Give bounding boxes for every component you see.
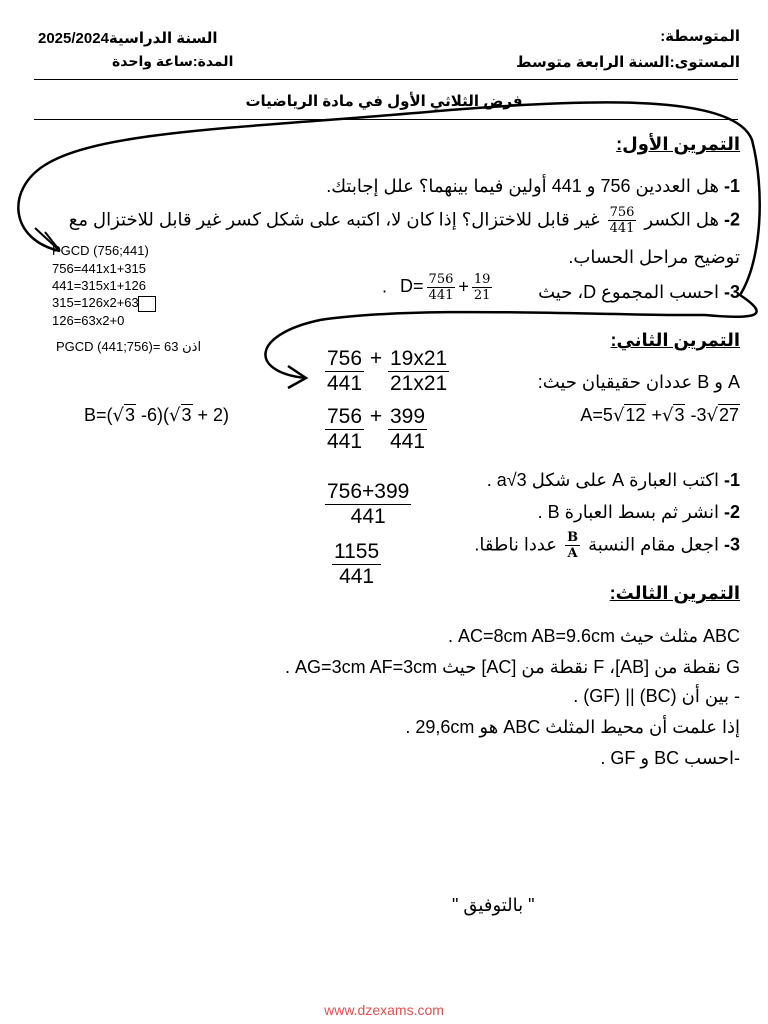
- pgcd-line-4: 315=126x2+63: [52, 295, 139, 310]
- ex3-line-2: G نقطة من [AB]، F نقطة من [AC] حيث AG=3cm AF=3cm .: [285, 657, 740, 677]
- pgcd-line-5: 126=63x2+0: [52, 313, 125, 328]
- calc-step-4: $\frac{1155}{441}$: [334, 540, 380, 588]
- ex2-q1-text: اكتب العبارة A على شكل a√3 .: [486, 470, 719, 490]
- ex3-line-5: -احسب BC و GF .: [600, 748, 740, 768]
- ex2-q3-number: 3-: [723, 534, 740, 555]
- ex1-title: التمرين الأول:: [616, 134, 740, 154]
- exam-title: فرض الثلاثي الأول في مادة الرياضيات: [245, 93, 523, 110]
- ex2-q3-pre: اجعل مقام النسبة: [588, 534, 719, 555]
- pgcd-line-2: 756=441x1+315: [52, 261, 146, 276]
- ex1-q3-plus: +: [458, 276, 469, 297]
- ex2-q1-number: 1-: [723, 470, 740, 490]
- school-label: المتوسطة:: [660, 28, 740, 45]
- ex1-q2-post: غير قابل للاختزال؟ إذا كان لا، اكتبه على شكل كسر غير قابل للاختزال مع: [68, 209, 600, 230]
- ex1-q3-period: .: [382, 276, 388, 297]
- calc-step-2: $\frac{756}{441}$ + $\frac{399}{441}$: [327, 405, 426, 453]
- ex1-q3-d: D=: [400, 276, 424, 297]
- ex1-q2-number: 2-: [723, 209, 740, 230]
- year-label: السنة الدراسية2025/2024: [38, 30, 218, 47]
- ex3-line-3: - بين أن (BC) || (GF) .: [573, 686, 740, 706]
- ex1-q2-fraction: $\frac{756}{441}$: [609, 205, 635, 236]
- ex2-q3: [474, 530, 740, 561]
- closing-text: " بالتوفيق ": [452, 895, 535, 915]
- ex1-q3-frac1: $\frac{756}{441}$: [428, 272, 454, 303]
- ex3-line-4: إذا علمت أن محيط المثلث ABC هو 29,6cm .: [405, 717, 740, 737]
- ex1-q1-number: 1-: [723, 176, 740, 196]
- calc-step-1: $\frac{756}{441}$ + $\frac{19x21}{21x21}$: [327, 347, 448, 395]
- footer-url[interactable]: www.dzexams.com: [324, 1002, 444, 1018]
- pgcd-result: PGCD (441;756)= 63 اذن: [56, 339, 202, 354]
- ex2-q3-fraction: $\frac{B}{A}$: [567, 530, 579, 561]
- ex3-title: التمرين الثالث:: [609, 583, 740, 603]
- pgcd-line-3: 441=315x1+126: [52, 278, 146, 293]
- pgcd-line-1: PGCD (756;441): [52, 243, 149, 258]
- ex1-q3-frac2: $\frac{19}{21}$: [473, 272, 491, 303]
- ex1-q3-number: 3-: [723, 282, 740, 302]
- ex2-b-expression: B=(√3 -6)(√3 + 2): [84, 405, 230, 426]
- ex2-a-expression: A=5√12 +√3 -3√27: [580, 405, 739, 426]
- ex1-q2-line2: توضيح مراحل الحساب.: [568, 247, 740, 267]
- ex2-q2-text: انشر ثم بسط العبارة B .: [537, 502, 719, 522]
- ex2-intro: A و B عددان حقيقيان حيث:: [537, 372, 740, 392]
- ex1-q1-text: هل العددين 756 و 441 أولين فيما بينهما؟ علل إجابتك.: [326, 176, 719, 196]
- ex2-q3-post: عددا ناطقا.: [474, 534, 558, 555]
- ex2-title: التمرين الثاني:: [610, 330, 740, 350]
- ex2-q1: [487, 470, 740, 491]
- duration-label: المدة:ساعة واحدة: [112, 53, 234, 69]
- ex1-q3-text: احسب المجموع D، حيث: [538, 282, 719, 302]
- ex2-q2-number: 2-: [723, 502, 740, 522]
- level-label: المستوى:السنة الرابعة متوسط: [515, 54, 740, 71]
- ex1-q2-pre: هل الكسر: [644, 209, 719, 230]
- ex2-q2: [538, 502, 740, 523]
- ex3-line-1: ABC مثلث حيث AC=8cm AB=9.6cm .: [447, 626, 740, 646]
- calc-step-3: $\frac{756+399}{441}$: [327, 480, 410, 528]
